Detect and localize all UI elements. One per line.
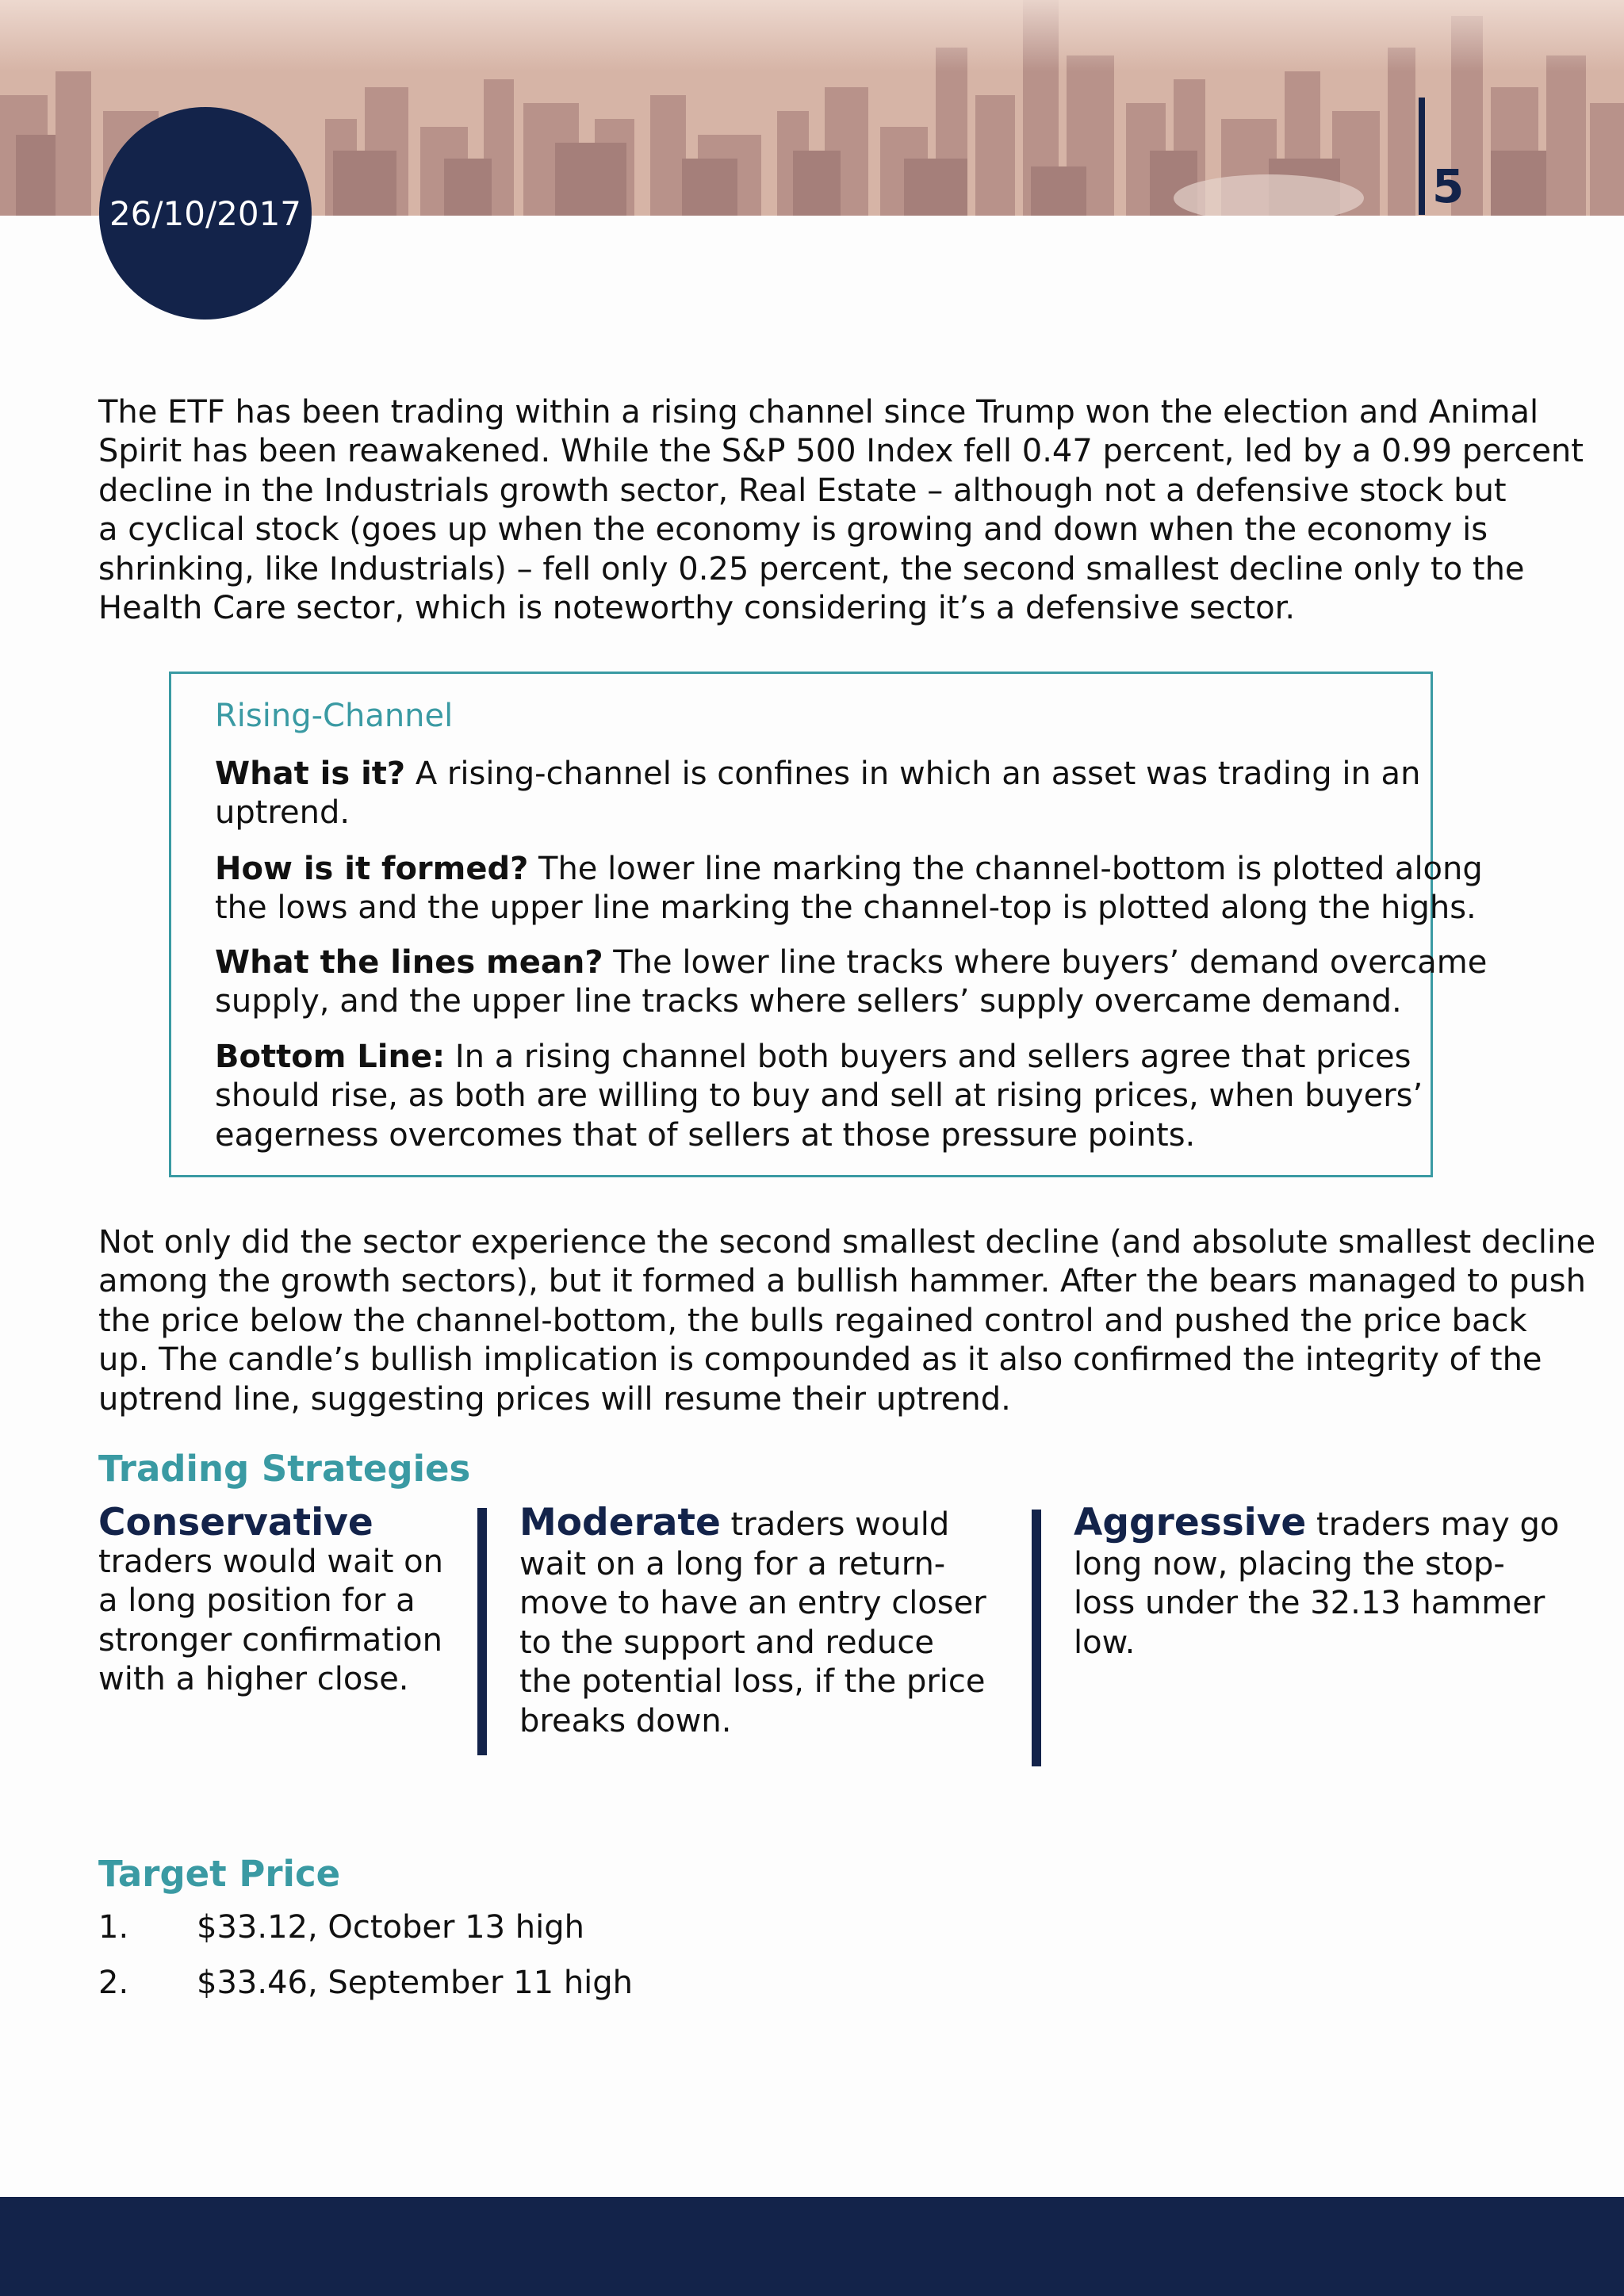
text-line: Not only did the sector experience the second smallest decline (and absolute smallest decline	[98, 1224, 1596, 1261]
page-footer-bar	[0, 2197, 1624, 2296]
callout-item-label: What the lines mean?	[215, 944, 603, 981]
text-line	[1074, 1503, 1559, 1545]
text-line: move to have an entry closer	[519, 1585, 986, 1621]
text-line: decline in the Industrials growth sector, Real Estate – although not a defensive stock but	[98, 472, 1507, 509]
text-line: long now, placing the stop-	[1074, 1545, 1505, 1582]
callout-item-text: The lower line tracks where buyers’ demand overcame	[603, 944, 1488, 981]
text-line: stronger confirmation	[98, 1621, 442, 1659]
column-divider	[477, 1508, 487, 1755]
text-line: The ETF has been trading within a rising channel since Trump won the election and Animal	[98, 394, 1539, 430]
hammer-paragraph	[98, 1223, 1596, 1419]
rising-channel-callout	[169, 672, 1488, 1177]
strategy-lead: Conservative	[98, 1501, 373, 1544]
strategy-aggressive	[1074, 1503, 1559, 1663]
list-item	[98, 1909, 633, 1965]
callout-item-text: In a rising channel both buyers and sellers agree that prices	[445, 1039, 1411, 1075]
strategy-lead: Aggressive	[1074, 1501, 1307, 1544]
text-line: low.	[1074, 1624, 1136, 1661]
text-line: a long position for a	[98, 1582, 416, 1619]
target-price-heading: Target Price	[98, 1853, 341, 1895]
list-text: $33.46, September 11 high	[197, 1965, 634, 2001]
column-divider	[1032, 1510, 1041, 1766]
text-line: breaks down.	[519, 1702, 732, 1739]
strategy-conservative	[98, 1503, 443, 1700]
text-line: eagerness overcomes that of sellers at those pressure points.	[215, 1116, 1196, 1154]
text-line: Health Care sector, which is noteworthy considering it’s a defensive sector.	[98, 590, 1296, 627]
list-text: $33.12, October 13 high	[197, 1909, 585, 1946]
strategy-lead: Moderate	[519, 1501, 721, 1544]
text-line: the potential loss, if the price	[519, 1663, 986, 1700]
callout-item-how-formed	[215, 850, 1483, 928]
trading-strategies-heading: Trading Strategies	[98, 1448, 471, 1490]
callout-title: Rising-Channel	[215, 698, 454, 734]
callout-item-bottom-line	[215, 1038, 1423, 1155]
callout-item-label: Bottom Line:	[215, 1039, 446, 1075]
date-badge	[99, 107, 312, 320]
text-line: to the support and reduce	[519, 1624, 935, 1661]
list-number: 1.	[98, 1909, 129, 1946]
text-line: the price below the channel-bottom, the bulls regained control and pushed the price back	[98, 1302, 1527, 1339]
callout-item-what-is-it	[215, 755, 1420, 833]
text-line: loss under the 32.13 hammer	[1074, 1585, 1545, 1621]
callout-item-label: What is it?	[215, 756, 406, 792]
list-item	[98, 1965, 633, 2020]
text-line: uptrend.	[215, 794, 350, 832]
text-line: the lows and the upper line marking the channel-top is plotted along the highs.	[215, 890, 1477, 927]
strategy-text: traders may go	[1306, 1506, 1560, 1543]
text-line	[215, 943, 1488, 982]
callout-item-lines-mean	[215, 943, 1488, 1022]
text-line: a cyclical stock (goes up when the economy is growing and down when the economy is	[98, 511, 1488, 549]
text-line: Spirit has been reawakened. While the S&P 500 Index fell 0.47 percent, led by a 0.99 percent	[98, 433, 1584, 470]
list-number: 2.	[98, 1965, 129, 2001]
text-line: supply, and the upper line tracks where sellers’ supply overcame demand.	[215, 983, 1402, 1020]
callout-item-label: How is it formed?	[215, 851, 529, 887]
text-line	[215, 755, 1420, 794]
callout-item-text: The lower line marking the channel-bottom is plotted along	[528, 851, 1483, 887]
text-line: should rise, as both are willing to buy and sell at rising prices, when buyers’	[215, 1077, 1423, 1115]
text-line	[519, 1503, 986, 1545]
text-line: shrinking, like Industrials) – fell only 0.25 percent, the second smallest decline only to the	[98, 550, 1525, 587]
callout-item-text: A rising-channel is confines in which an asset was trading in an	[405, 756, 1421, 792]
strategy-moderate	[519, 1503, 986, 1741]
page-number: 5	[1432, 159, 1465, 213]
text-line	[215, 1038, 1420, 1077]
text-line: wait on a long for a return-	[519, 1545, 946, 1582]
text-line: with a higher close.	[98, 1661, 409, 1697]
page-number-divider	[1419, 98, 1425, 215]
text-line: among the growth sectors), but it formed a bullish hammer. After the bears managed to push	[98, 1263, 1586, 1300]
date-text: 26/10/2017	[109, 193, 302, 233]
text-line: uptrend line, suggesting prices will resume their uptrend.	[98, 1380, 1011, 1418]
strategy-text: traders would	[720, 1506, 950, 1543]
text-line: up. The candle’s bullish implication is compounded as it also confirmed the integrity of the	[98, 1341, 1542, 1379]
text-line	[215, 850, 1483, 889]
text-line: traders would wait on	[98, 1543, 443, 1580]
target-price-list	[98, 1909, 633, 2020]
intro-paragraph	[98, 393, 1584, 628]
